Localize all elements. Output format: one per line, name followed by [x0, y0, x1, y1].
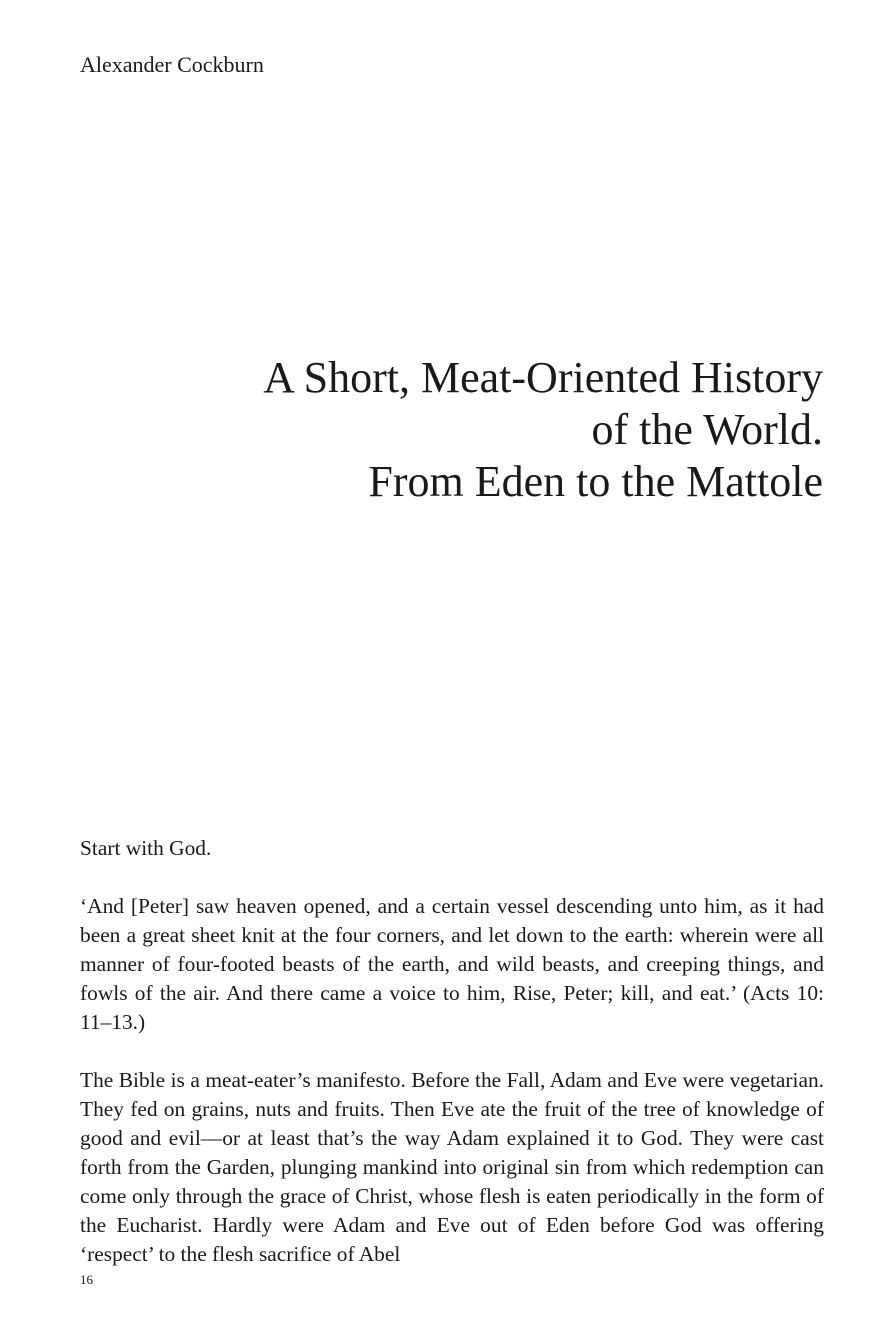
chapter-title-line: of the World.	[591, 405, 823, 454]
running-header-author: Alexander Cockburn	[80, 52, 264, 77]
page-number: 16	[80, 1272, 93, 1287]
body-paragraph: ‘And [Peter] saw heaven opened, and a certain vessel descending unto him, as it had been a great sheet knit at the four corners, and let down to the earth: wherein were all manner of four-footed beasts of the earth, and wild beasts, and creeping things, and fowls of the air. And there came a voice to him, Rise, Peter; kill, and eat.’ (Acts 10: 11–13.)	[80, 894, 824, 1034]
chapter-title-line: A Short, Meat-Oriented History	[263, 353, 823, 402]
body-paragraph: Start with God.	[80, 836, 212, 860]
chapter-title-line: From Eden to the Mattole	[368, 457, 823, 506]
body-paragraph: The Bible is a meat-eater’s manifesto. Before the Fall, Adam and Eve were vegetarian. They fed on grains, nuts and fruits. Then Eve ate the fruit of the tree of knowledge of good and evil—or at least that’s the way Adam explained it to God. They were cast forth from the Garden, plunging mankind into original sin from which redemption can come only through the grace of Christ, whose flesh is eaten periodically in the form of the Eucharist. Hardly were Adam and Eve out of Eden before God was offering ‘respect’ to the flesh sacrifice of Abel	[80, 1068, 824, 1266]
chapter-title	[123, 352, 823, 508]
